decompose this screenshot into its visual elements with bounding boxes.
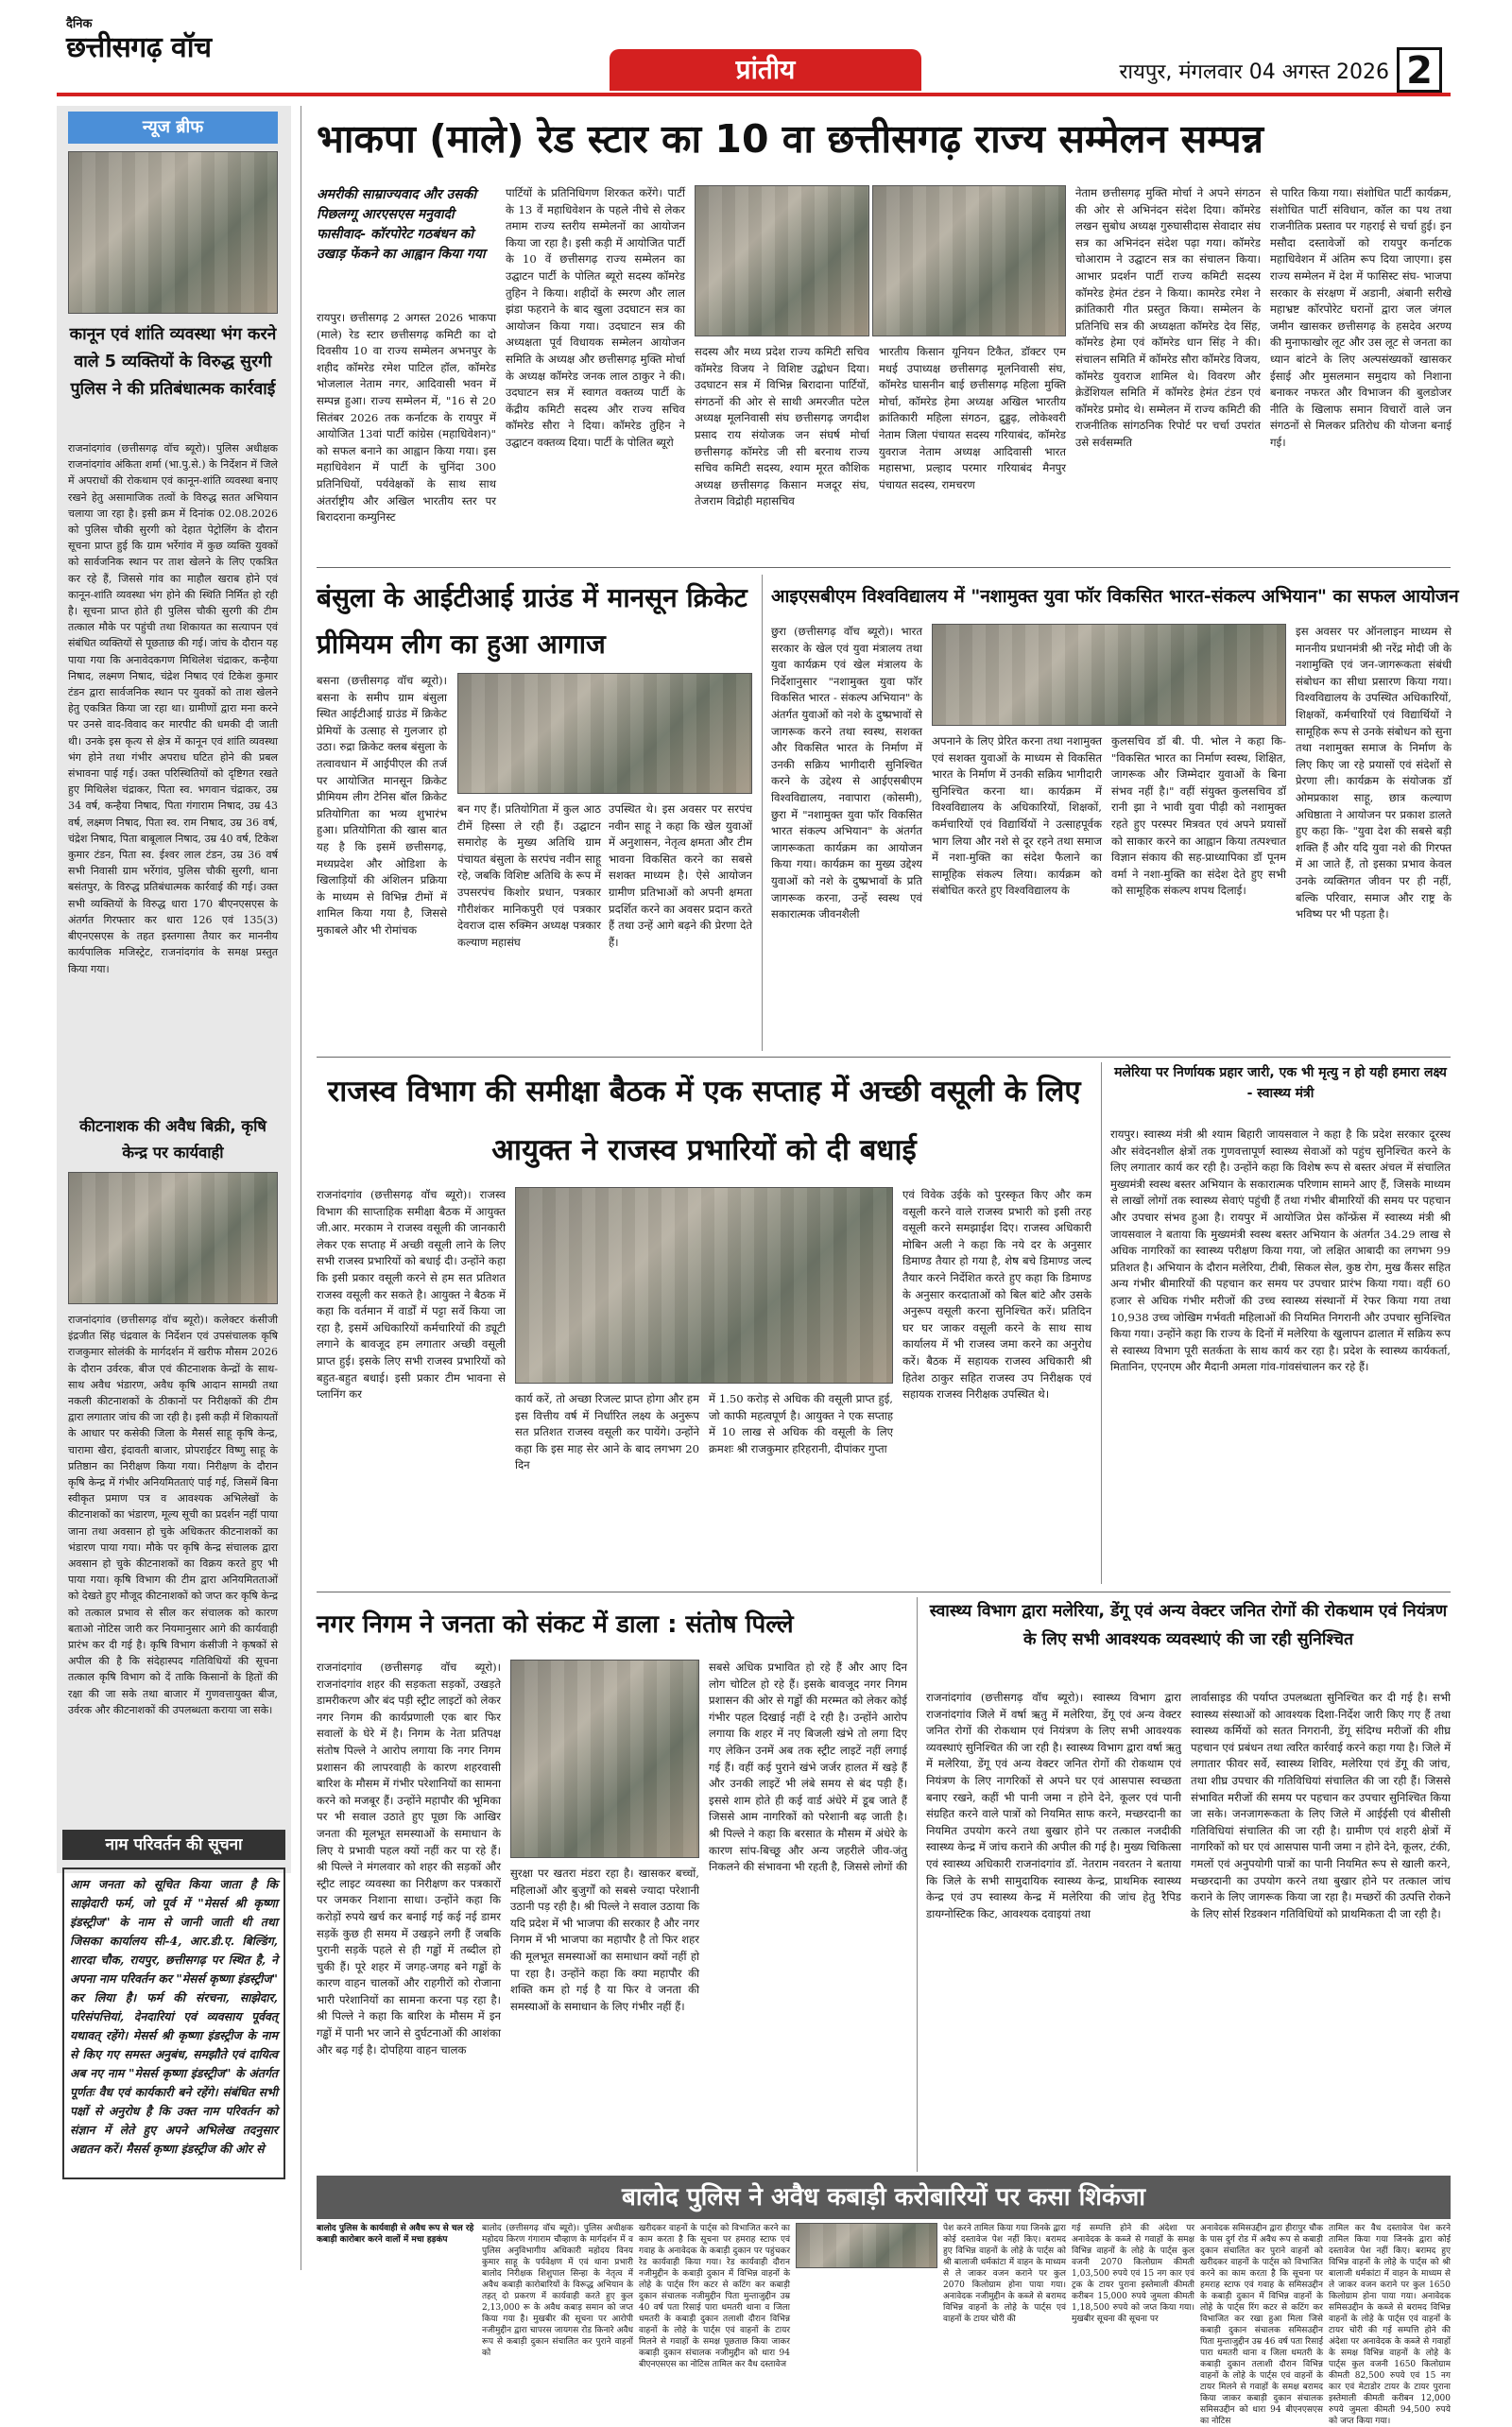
balod-photo xyxy=(796,2223,937,2268)
revenue-col3: में 1.50 करोड़ से अधिक की वसूली प्राप्त हुई, जो काफी महत्वपूर्ण है। आयुक्त ने एक सप्ताह में 10 लाख से अधिक की वसूली के लिए क्रमशः श्री राजकुमार हरिहरानी, दीपांकर गुप्ता xyxy=(709,1392,893,1455)
masthead-logo xyxy=(66,17,312,81)
notice-title: नाम परिवर्तन की सूचना xyxy=(62,1830,285,1860)
nigam-headline: नगर निगम ने जनता को संकट में डाला : संतोष पिल्ले xyxy=(317,1610,794,1639)
rule-1 xyxy=(317,567,1451,568)
lead-col3: सदस्य और मध्य प्रदेश राज्य कमिटी सचिव कॉमरेड विजय ने विशिष्ट उद्बोधन दिया। उदघाटन सत्र में विभिन्न बिरादाना पार्टियों, संगठनों की ओर से साथी अमरजीत पटेल अध्यक्ष मूलनिवासी संघ छत्तीसगढ़ जगदीश प्रसाद राय संयोजक जन संघर्ष मोर्चा छत्तीसगढ़ कॉमरेड जी सी बरनाथ राज्य सचिव कमिटी सदस्य, श्याम मूरत कौशिक अध्यक्ष छत्तीसगढ़ किसान मजदूर संघ, तेजराम विद्रोही महासचिव xyxy=(695,345,869,508)
lead-subhead: अमरीकी साम्राज्यवाद और उसकी पिछलग्गू आरएसएस मनुवादी फासीवाद- कॉरपोरेट गठबंधन को उखाड़ फेंकने का आह्वान किया गया xyxy=(317,187,486,262)
lead-col6: से पारित किया गया। संशोधित पार्टी कार्यक्रम, संशोधित पार्टी संविधान, कॉल का पथ तथा राजनीतिक प्रस्ताव पर गहराई से चर्चा हुई। इन मसौदा दस्तावेजों को रायपुर कर्नाटक महाधिवेशन में अंतिम रूप दिया जाएगा। इस राज्य सम्मेलन में देश में फासिस्ट संघ- भाजपा सरकार के संरक्षण में अडानी, अंबानी सरीखे महाभ्रष्ट कॉरपोरेट घरानों द्वारा जल जंगल जमीन खासकर छत्तीसगढ़ के हसदेव अरण्य की मुनाफाखोर लूट और उस लूट से जनता का ध्यान बांटने के लिए अल्पसंख्यकों खासकर ईसाई और मुसलमान समुदाय को निशाना बनाकर नफरत और विभाजन की बुलडोजर नीति के खिलाफ समान विचारों वाले जन संगठनों से मिलकर प्रतिरोध की योजना बनाई गई। xyxy=(1270,186,1452,449)
sidebar-photo-1 xyxy=(68,151,278,314)
nigam-col2: सुरक्षा पर खतरा मंडरा रहा है। खासकर बच्चों, महिलाओं और बुजुर्गों को सबसे ज्यादा परेशानी उठानी पड़ रही है। श्री पिल्ले ने सवाल उठाया कि यदि प्रदेश में भी भाजपा की सरकार है और नगर निगम में भी भाजपा का महापौर है तो फिर शहर की मूलभूत समस्याओं का समाधान क्यों नहीं हो पा रहा है। उन्होंने कहा कि क्या महापौर की शक्ति कम हो गई है या फिर वे जनता की समस्याओं के समाधान के लिए गंभीर नहीं हैं। xyxy=(510,1867,699,2013)
lead-col1: रायपुर। छत्तीसगढ़ 2 अगस्त 2026 भाकपा (माले) रेड स्टार छत्तीसगढ़ कमिटी का दो दिवसीय 10 वा राज्य सम्मेलन अभनपुर के शहीद कॉमरेड रमेश पाटिल हॉल, कॉमरेड भोजलाल नेताम नगर, आदिवासी भवन में सम्पन्न हुआ। राज्य सम्मेलन में, "16 से 20 सितंबर 2026 तक कर्नाटक के रायपुर में आयोजित 13वां पार्टी कांग्रेस (महाधिवेशन)" को सफल बनाने का आह्वान किया गया। इस महाधिवेशन में पार्टी के चुनिंदा 300 प्रतिनिधियों, पर्यवेक्षकों के साथ साथ अंतर्राष्ट्रीय और अखिल भारतीय स्तर पर बिरादराना कम्युनिस्ट xyxy=(317,311,496,525)
revenue-col2: कार्य करें, तो अच्छा रिजल्ट प्राप्त होगा और हम इस वित्तीय वर्ष में निर्धारित लक्ष्य के अनुरूप सत प्रतिशत राजस्व वसूली कर पायेंगे। उन्होंने कहा कि इस माह सेर आने के बाद लगभग 20 दिन xyxy=(515,1392,699,1472)
rule-2 xyxy=(317,1057,1451,1058)
nigam-photo xyxy=(510,1660,699,1858)
lead-col4: भारतीय किसान यूनियन टिकैत, डॉक्टर एम मधई उपाध्यक्ष छत्तीसगढ़ मूलनिवासी संघ, कॉमरेड घासनीन बाई छत्तीसगढ़ महिला मुक्ति मोर्चा, कॉमरेड हेमा अध्यक्ष अखिल भारतीय क्रांतिकारी महिला संगठन, द्रुड्डढ़, लोकेश्वरी नेताम जिला पंचायत सदस्य गरियाबंद, कॉमरेड युवराज नेताम अध्यक्ष आदिवासी भारत महासभा, प्रल्हाद परमार गरियाबंद मैनपुर पंचायत सदस्य, रामचरण xyxy=(879,345,1066,491)
nasha-col3: कुलसचिव डॉ बी. पी. भोल ने कहा कि- "विकसित भारत का निर्माण स्वस्थ, शिक्षित, जागरूक और जिम्मेदार युवाओं के बिना संभव नहीं है।" वहीं संयुक्त कुलसचिव डॉ रानी झा ने भावी युवा पीढ़ी को नशामुक्त रहते हुए परस्पर मित्रवत एवं अपने प्रयासों को साकार करने का आह्वान किया तत्पश्चात विज्ञान संकाय की सह-प्राध्यापिका डॉ पूनम वर्मा ने नशा-मुक्ति का संदेश देते हुए सभी को सामूहिक संकल्प शपथ दिलाई। xyxy=(1111,734,1286,898)
dateline: रायपुर, मंगलवार 04 अगस्त 2026 xyxy=(1119,60,1389,84)
balod-col4: गई सम्पत्ति होने की अंदेशा पर अनावेदक के कब्जे से गवाहों के समक्ष विभिन्न वाहनों के लोहे के पार्ट्स कुल वजनी 2070 किलोग्राम कीमती 1,03,500 रुपये एवं 15 नग कार एवं ट्रक के टायर पुराना इस्तेमाली कीमती करीबन 15,000 रुपये जुमला कीमती 1,18,500 रुपये को जप्त किया गया। मुखबीर सूचना की सूचना पर xyxy=(1072,2224,1194,2324)
sidebar-story2-headline: कीटनाशक की अवैध बिक्री, कृषि केन्द्र पर कार्यवाही xyxy=(79,1117,266,1162)
revenue-col1: राजनांदगांव (छत्तीसगढ़ वॉच ब्यूरो)। राजस्व विभाग की साप्ताहिक समीक्षा बैठक में आयुक्त जी.आर. मरकाम ने राजस्व वसूली की जानकारी लेकर एक सप्ताह में अच्छी वसूली लाने के लिए सभी राजस्व प्रभारियों को बधाई दी। उन्होंने कहा कि इसी प्रकार वसूली करने से हम सत प्रतिशत राजस्व वसूली कर सकते है। आयुक्त ने बैठक में कहा कि वर्तमान में वार्डों में पट्टा सर्वे किया जा रहा है, इसमें अधिकारियों कर्मचारियों की ड्यूटी लगाने के बावजूद हम लगातार अच्छी वसूली प्राप्त हुई। इसके लिए सभी राजस्व प्रभारियों को बहुत-बहुत बधाई। इसी प्रकार टीम भावना से प्लानिंग कर xyxy=(317,1188,506,1402)
cricket-photo xyxy=(457,673,752,794)
notice-body: आम जनता को सूचित किया जाता है कि साझेदारी फर्म, जो पूर्व में "मेसर्स श्री कृष्णा इंडस्ट्रीज" के नाम से जानी जाती थी तथा जिसका कार्यालय सी-4, आर.डी.ए. बिल्डिंग, शारदा चौक, रायपुर, छत्तीसगढ़ पर स्थित है, ने अपना नाम परिवर्तन कर "मेसर्स कृष्णा इंडस्ट्रीज" कर लिया है। फर्म की संरचना, साझेदार, परिसंपत्तियां, देनदारियां एवं व्यवसाय पूर्ववत् यथावत् रहेंगे। मेसर्स श्री कृष्णा इंडस्ट्रीज के नाम से किए गए समस्त अनुबंध, समझौते एवं दायित्व अब नए नाम "मेसर्स कृष्णा इंडस्ट्रीज" के अंतर्गत पूर्णतः वैध एवं कार्यकारी बने रहेंगे। संबंधित सभी पक्षों से अनुरोध है कि उक्त नाम परिवर्तन को संज्ञान में लेते हुए अपने अभिलेख तदनुसार अद्यतन करें। मैसर्स कृष्णा इंडस्ट्रीज की ओर से xyxy=(62,1868,285,2179)
nigam-col3: सबसे अधिक प्रभावित हो रहे हैं और आए दिन लोग चोटिल हो रहे हैं। इसके बावजूद नगर निगम प्रशासन की ओर से गड्ढों की मरम्मत को लेकर कोई गंभीर पहल दिखाई नहीं दे रही है। उन्होंने आरोप लगाया कि शहर में नए बिजली खंभे तो लगा दिए गए लेकिन उनमें अब तक स्ट्रीट लाइटें नहीं लगाई गई हैं। वहीं कई पुराने खंभे जर्जर हालत में खड़े हैं और उनकी लाइटें भी लंबे समय से बंद पड़ी हैं। इससे शाम होते ही कई वार्ड अंधेरे में डूब जाते हैं जिससे आम नागरिकों को परेशानी बढ़ जाती है। श्री पिल्ले ने कहा कि बरसात के मौसम में अंधेरे के कारण सांप-बिच्छू और अन्य जहरीले जीव-जंतु निकलने की संभावना भी रहती है, जिससे लोगों की xyxy=(709,1661,907,1874)
balod-col3: पेश करने तामिल किया गया जिनके द्वारा कोई दस्तावेज पेश नहीं किए। बरामद हुए विभिन्न वाहनों के लोहे के पार्ट्स को श्री बालाजी धर्मकांटा में वाहन के माध्यम से ले जाकर वजन कराने पर कुल 2070 किलोग्राम होना पाया गया। अनावेदक नजीमुद्दीन के कब्जे से बरामद विभिन्न वाहनों के लोहे के पार्ट्स एवं वाहनों के टायर चोरी की xyxy=(943,2224,1066,2324)
nasha-photo xyxy=(932,624,1286,726)
lead-col2: पार्टियों के प्रतिनिधिगण शिरकत करेंगे। पार्टी के 13 वें महाधिवेशन के पहले नीचे से लेकर तमाम राज्य स्तरीय सम्मेलनों का आयोजन किया जा रहा है। इसी कड़ी में आयोजित पार्टी के 10 वें छत्तीसगढ़ राज्य सम्मेलन का उद्घाटन पार्टी के पोलित ब्यूरो सदस्य कॉमरेड तुहिन ने किया। शहीदों के स्मरण और लाल झंडा फहराने के बाद खुला उदघाटन सत्र का आयोजन किया गया। उदघाटन सत्र की अध्यक्षता पूर्व विधायक सम्मेलन आयोजन समिति के अध्यक्ष और छत्तीसगढ़ मुक्ति मोर्चा के अध्यक्ष कॉमरेड जनक लाल ठाकुर ने की। उदघाटन सत्र में स्वागत वक्तव्य पार्टी के केंद्रीय कमिटी सदस्य और राज्य सचिव कॉमरेड सौरा ने दिया। कॉमरेड तुहिन ने उद्घाटन वक्तव्य दिया। पार्टी के पोलित ब्यूरो xyxy=(506,186,685,449)
sidebar-story2-body: राजनांदगांव (छत्तीसगढ़ वॉच ब्यूरो)। कलेक्टर कंसीजी इंद्रजीत सिंह चंद्रवाल के निर्देशन एवं उपसंचालक कृषि राजकुमार सोलंकी के मार्गदर्शन में खरीफ मौसम 2026 के दौरान उर्वरक, बीज एवं कीटनाशक केन्द्रों के साथ-साथ अवैध भंडारण, अवैध कृषि आदान सामग्री तथा नकली कीटनाशकों के ठीकानों पर निरीक्षकों की टीम द्वारा लगातार जांच की जा रही है। इसी कड़ी में शिकायतों के आधार पर कसेकी जिला के मैसर्स साहू कृषि केन्द्र, चारामा खैरा, इंदावती बाजार, प्रोपराईटर विष्णु साहू के प्रतिष्ठान का निरीक्षण किया गया। निरीक्षण के दौरान कृषि केन्द्र में गंभीर अनियमितताएं पाई गई, जिसमें बिना स्वीकृत प्रमाण पत्र व आवश्यक अभिलेखों के कीटनाशकों का भंडारण, मूल्य सूची का प्रदर्शन नहीं पाया जाना तथा अवसान हो चुके अधिकतर कीटनाशकों का भंडारण पाया गया। मौके पर कृषि केन्द्र संचालक द्वारा अवसान हो चुके कीटनाशकों का विक्रय करते हुए भी पाया गया। कृषि विभाग की टीम द्वारा अनियमितताओं को देखते हुए मौजूद कीटनाशकों को जप्त कर कृषि केन्द्र को तत्काल प्रभाव से सील कर संचालक को कारण बताओ नोटिस जारी कर नियमानुसार आगे की कार्यवाही प्रारंभ कर दी गई है। कृषि विभाग कंसीजी ने कृषकों से अपील की है कि संदेहास्पद गतिविधियों की सूचना तत्काल कृषि विभाग को दें ताकि किसानों के हितों की रक्षा की जा सके तथा बाजार में गुणवत्तायुक्त बीज, उर्वरक और कीटनाशकों की उपलब्धता कराया जा सके। xyxy=(68,1314,278,1716)
sidebar-story1-headline: कानून एवं शांति व्यवस्था भंग करने वाले 5 व्यक्तियों के विरुद्ध सुरगी पुलिस ने की प्रतिबंधात्मक कार्रवाई xyxy=(69,325,277,399)
cricket-headline: बंसुला के आईटीआई ग्राउंड में मानसून क्रिकेट प्रीमियम लीग का हुआ आगाज xyxy=(317,582,747,660)
lead-col5: नेताम छत्तीसगढ़ मुक्ति मोर्चा ने अपने संगठन की ओर से अभिनंदन संदेश दिया। कॉमरेड लखन सुबोध अध्यक्ष गुरुघासीदास सेवादार संघ सत्र का अभिनंदन संदेश पढ़ा गया। कॉमरेड चोआराम ने उद्घाटन सत्र का संचालन किया। आभार प्रदर्शन पार्टी राज्य कमिटी सदस्य कॉमरेड हेमंत टंडन ने किया। कामरेड रमेश ने क्रांतिकारी गीत प्रस्तुत किया। सम्मेलन के प्रतिनिधि सत्र की अध्यक्षता कॉमरेड देव सिंह, कॉमरेड हेमा एवं कॉमरेड धान सिंह ने की। संचालन समिति में कॉमरेड सौरा कॉमरेड विजय, कॉमरेड युवराज शामिल थे। विवरण और क्रेडेंशियल समिति में कॉमरेड हेमंत टंडन एवं कॉमरेड प्रमोद थे। सम्मेलन में राज्य कमिटी की राजनीतिक सांगठनिक रिपोर्ट पर चर्चा उपरांत उसे सर्वसम्मति xyxy=(1075,186,1261,449)
logo-main-text: छत्तीसगढ़ वॉच xyxy=(66,31,212,64)
balod-subhead: बालोद पुलिस के कार्यवाही से अवैध रूप से चल रहे कबाड़ी कारोबार करने वालों में मचा हड़कंप xyxy=(317,2224,474,2245)
malaria-brief-headline: मलेरिया पर निर्णायक प्रहार जारी, एक भी मृत्यु न हो यही हमारा लक्ष्य - स्वास्थ्य मंत्री xyxy=(1114,1065,1447,1101)
section-label: प्रांतीय xyxy=(735,54,796,85)
cricket-col1: बसना (छत्तीसगढ़ वॉच ब्यूरो)। बसना के समीप ग्राम बंसुला स्थित आईटीआई ग्राउंड में क्रिकेट प्रेमियों के उत्साह से गुलजार हो उठा। रुद्रा क्रिकेट क्लब बंसुला के तत्वावधान में आईपीएल की तर्ज पर आयोजित मानसून क्रिकेट प्रीमियम लीग टेनिस बॉल क्रिकेट प्रतियोगिता का भव्य शुभारंभ हुआ। प्रतियोगिता की खास बात यह है कि इसमें छत्तीसगढ़, मध्यप्रदेश और ओडिशा के खिलाड़ियों की अंशिलन प्रक्रिया के माध्यम से विभिन्न टीमों में शामिल किया गया है, जिससे मुकाबले और भी रोमांचक xyxy=(317,674,447,937)
sidebar-photo-2 xyxy=(68,1172,278,1304)
balod-col5: अनावेदक समिसउद्दीन द्वारा हीरापुर चौक के पास दुर्ग रोड में अवैध रूप से कबाड़ी दुकान संचालित कर पुराने वाहनों को खरीदकर वाहनों के पार्ट्स को विभाजित करने का काम करता है कि सूचना पर हमराह स्टाफ एवं गवाह के समिसउद्दीन के कबाड़ी दुकान में विभिन्न वाहनों के लोहे के पार्ट्स रिंग कटर से कटिंग कर विभाजित कर रखा हुआ मिला जिसे कबाड़ी दुकान संचालक समिसउद्दीन पिता मुन्ताजुद्दीन उम्र 46 वर्ष पता रिसाई पारा धमतरी थाना व जिला धमतरी के कबाड़ी दुकान तलाशी दौरान विभिन्न वाहनों के लोहे के पार्ट्स एवं वाहनों के टायर मिलने से गवाहों के समक्ष बरामद किया जाकर कबाड़ी दुकान संचालक समिसउद्दीन को धारा 94 बीएनएसएस का नोटिस xyxy=(1200,2224,1323,2426)
lead-headline: भाकपा (माले) रेड स्टार का 10 वा छत्तीसगढ़ राज्य सम्मेलन सम्पन्न xyxy=(317,116,1263,162)
logo-small-text: दैनिक xyxy=(66,17,93,31)
cricket-col3: उपस्थित थे। इस अवसर पर सरपंच नवीन साहू ने कहा कि खेल युवाओं में अनुशासन, नेतृत्व क्षमता और टीम भावना विकसित करने का सबसे सशक्त माध्यम है। ऐसे आयोजन ग्रामीण प्रतिभाओं को अपनी क्षमता प्रदर्शित करने का अवसर प्रदान करते हैं तथा उन्हें आगे बढ़ने की प्रेरणा देते हैं। xyxy=(609,802,752,949)
lead-photo-2 xyxy=(872,185,1066,336)
nasha-headline: आइएसबीएम विश्वविद्यालय में "नशामुक्त युवा फॉर विकसित भारत-संकल्प अभियान" का सफल आयोजन xyxy=(771,586,1459,607)
balod-col1: बालोद (छत्तीसगढ़ वॉच ब्यूरो)। पुलिस अधीक्षक महोदय किरण गंगाराम चौव्हाण के मार्गदर्शन में व पुलिस अनुविभागीय अधिकारी महोदय विनय कुमार साहू के पर्यवेक्षण में एवं थाना प्रभारी बालोद निरीक्षक शिशुपाल सिन्हा के नेतृत्व में अवैध कबाड़ी कारोबारियों के विरूद्ध अभियान के तहत् दो प्रकरण में कार्यवाही करते हुए कुल 2,13,000 रू के अवैध कबाड़ समान को जप्त किया गया है। मुखबीर की सूचना पर आरोपी नजीमुद्दीन द्वारा चापरस जायगस रोड किनारे अवैध रूप से कबाड़ी दुकान संचालित कर पुराने वाहनों को xyxy=(482,2224,633,2358)
malaria-brief-body: रायपुर। स्वास्थ्य मंत्री श्री श्याम बिहारी जायसवाल ने कहा है कि प्रदेश सरकार दूरस्थ और संवेदनशील क्षेत्रों तक गुणवत्तापूर्ण स्वास्थ्य सेवाओं को पहुंच सुनिश्चित करने के लिए लगातार कार्य कर रही है। उन्होंने कहा कि विशेष रूप से बस्तर अंचल में संचालित मुख्यमंत्री स्वस्थ बस्तर अभियान के सकारात्मक परिणाम सामने आए हैं, जिसके माध्यम से लाखों लोगों तक स्वास्थ्य सेवाएं पहुंची हैं तथा गंभीर बीमारियों की समय पर पहचान और उपचार संभव हुआ है। रायपुर में आयोजित प्रेस कॉन्फ्रेंस में स्वास्थ्य मंत्री श्री जायसवाल ने बताया कि मुख्यमंत्री स्वस्थ बस्तर अभियान के अंतर्गत 34.29 लाख से अधिक नागरिकों का स्वास्थ्य परीक्षण किया गया, जो लक्षित आबादी का लगभग 99 प्रतिशत है। अभियान के दौरान मलेरिया, टीबी, सिकल सेल, कुष्ठ रोग, मुख कैंसर सहित अन्य गंभीर बीमारियों की पहचान कर समय पर उपचार प्रारंभ किया गया। वहीं 60 हजार से अधिक गंभीर मरीजों की उच्च स्वास्थ्य संस्थानों में रेफर किया गया तथा 10,938 उच्च जोखिम गर्भवती महिलाओं की नियमित निगरानी और उपचार सुनिश्चित किया गया। उन्होंने कहा कि राज्य के दिनों में मलेरिया के खुलापन ढालात में सक्रिय रूप से स्वास्थ्य विभाग पूरी सतर्कता के साथ कार्य कर रहा है। प्रदेश के स्वास्थ्य कार्यकर्ता, मितानिन, एएनएम और मैदानी अमला गांव-गांवसंचालन कर रहे हैं। xyxy=(1110,1127,1451,1374)
balod-col2: खरीदकर वाहनों के पार्ट्स को विभाजित करने का काम करता है कि सूचना पर हमराह स्टाफ एवं गवाह के अनावेदक के कबाड़ी दुकान पर पहुंचकर रेड कार्यवाही किया गया। रेड कार्यवाही दौरान नजीमुद्दीन के कबाड़ी दुकान में विभिन्न वाहनों के लोहे के पार्ट्स रिंग कटर से कटिंग कर कबाड़ी दुकान संचालक नजीमुद्दीन पिता मुन्ताजुद्दीन उम्र 40 वर्ष पता रिसाई पारा धमतरी थाना व जिला धमतरी के कबाड़ी दुकान तलाशी दौरान विभिन्न वाहनों के लोहे के पार्ट्स एवं वाहनों के टायर मिलने से गवाहों के समक्ष पूछताछ किया जाकर कबाड़ी दुकान संचालक नजीमुद्दीन को धारा 94 बीएनएसएस का नोटिस तामिल कर वैध दस्तावेज xyxy=(639,2224,790,2369)
health-col2: लार्वासाइड की पर्याप्त उपलब्धता सुनिश्चित कर दी गई है। सभी स्वास्थ्य संस्थाओं को आवश्यक दिशा-निर्देश जारी किए गए हैं तथा स्वास्थ्य कर्मियों को सतत निगरानी, डेंगू संदिग्ध मरीजों की शीघ्र पहचान एवं प्रबंधन तथा त्वरित कार्रवाई करने कहा गया है। जिले में लगातार फीवर सर्वे, स्वास्थ्य शिविर, मलेरिया एवं डेंगू की जांच, तथा शीघ्र उपचार की गतिविधियां संचालित की जा रही हैं। जिससे संभावित मरीजों की समय पर पहचान कर उपचार सुनिश्चित किया जा सके। जनजागरूकता के लिए जिले में आईईसी एवं बीसीसी गतिविधियां संचालित की जा रही है। ग्रामीण एवं शहरी क्षेत्रों में नागरिकों को घर एवं आसपास पानी जमा न होने देने, कूलर, टंकी, गमलों एवं अनुपयोगी पात्रों का पानी नियमित रूप से खाली करने, मच्छरदानी का उपयोग करने तथा बुखार होने पर तत्काल जांच कराने के लिए जागरूक किया जा रहा है। मच्छरों की उत्पत्ति रोकने के लिए सोर्स रिडक्शन गतिविधियों को प्राथमिकता दी जा रही है। xyxy=(1191,1691,1451,1920)
revenue-photo xyxy=(515,1187,893,1384)
divider-nigam xyxy=(917,1597,918,2172)
divider-cricket xyxy=(762,575,763,1051)
balod-col6: तामिल कर वैध दस्तावेज पेश करने तामिल किया गया जिनके द्वारा कोई दस्तावेज पेश नहीं किए। बरामद हुए विभिन्न वाहनों के लोहे के पार्ट्स को श्री बालाजी धर्मकांटा में वाहन के माध्यम से ले जाकर वजन कराने पर कुल 1650 किलोग्राम होना पाया गया। अनावेदक समिसउद्दीन के कब्जे से बरामद विभिन्न वाहनों के लोहे के पार्ट्स एवं वाहनों के टायर चोरी की गई सम्पत्ति होने की अंदेशा पर अनावेदक के कब्जे से गवाहों के समक्ष विभिन्न वाहनों के लोहे के पार्ट्स कुल वजनी 1650 किलोग्राम कीमती 82,500 रुपये एवं 15 नग कार एवं मेटाडोर टायर के टायर पुराना इस्तेमाली कीमती करीबन 12,000 रुपये जुमला कीमती 94,500 रुपये को जप्त किया गया। xyxy=(1329,2224,1451,2426)
news-brief-tag: न्यूज ब्रीफ xyxy=(68,112,278,144)
revenue-col4: एवं विवेक उईके को पुरस्कृत किए और कम वसूली करने वाले राजस्व प्रभारी को इसी तरह वसूली करने समझाईश दिए। राजस्व अधिकारी मोबिन अली ने कहा कि नये दर के अनुसार डिमाण्ड तैयार हो गया है, शेष बचे डिमाण्ड जल्द तैयार करने निर्देशित करते हुए कहा कि डिमाण्ड के अनुसार करदाताओं को बिल बांटे और उसके अनुरूप वसूली करना सुनिश्चित करें। प्रतिदिन घर घर जाकर वसूली करने के साथ साथ कार्यालय में भी राजस्व जमा करने का अनुरोध करें। बैठक में सहायक राजस्व अधिकारी श्री हितेश ठाकुर सहित राजस्व उप निरीक्षक एवं सहायक राजस्व निरीक्षक उपस्थित थे। xyxy=(902,1188,1091,1402)
nasha-col2: अपनाने के लिए प्रेरित करना तथा नशामुक्त एवं सशक्त युवाओं के माध्यम से विकसित भारत के निर्माण में उनकी सक्रिय भागीदारी सुनिश्चित करना था। कार्यक्रम में विश्वविद्यालय के अधिकारियों, शिक्षकों, कर्मचारियों एवं विद्यार्थियों ने उत्साहपूर्वक भाग लिया और नशे से दूर रहने तथा समाज में नशा-मुक्ति का संदेश फैलाने का सामूहिक संकल्प लिया। कार्यक्रम को संबोधित करते हुए विश्वविद्यालय के xyxy=(932,734,1102,898)
nasha-col4: इस अवसर पर ऑनलाइन माध्यम से माननीय प्रधानमंत्री श्री नरेंद्र मोदी जी के नशामुक्ति एवं जन-जागरूकता संबंधी संबोधन का सीधा प्रसारण किया गया। विश्वविद्यालय के उपस्थित अधिकारियों, शिक्षकों, कर्मचारियों एवं विद्यार्थियों ने सामूहिक रूप से उनके संबोधन को सुना तथा नशामुक्त समाज के निर्माण के लिए किए जा रहे प्रयासों एवं संदेशों से प्रेरणा ली। कार्यक्रम के संयोजक डॉ ओमप्रकाश साहू, छात्र कल्याण अधिष्ठाता ने आयोजन पर प्रकाश डालते हुए कहा कि- "युवा देश की सबसे बड़ी शक्ति हैं और यदि युवा नशे की गिरफ्त में आ जाते हैं, तो इसका प्रभाव केवल उनके व्यक्तिगत जीवन पर ही नहीं, बल्कि परिवार, समाज और राष्ट्र के भविष्य पर भी पड़ता है। xyxy=(1296,625,1452,921)
cricket-col2: बन गए हैं। प्रतियोगिता में कुल आठ टीमें हिस्सा ले रही हैं। उद्घाटन समारोह के मुख्य अतिथि ग्राम पंचायत बंसुला के सरपंच नवीन साहू रहे, जबकि विशिष्ट अतिथि के रूप में उपसरपंच किशोर प्रधान, पत्रकार गौरीशंकर मानिकपुरी एवं पत्रकार देवराज दास रुक्मिन अध्यक्ष पत्रकार कल्याण महासंघ xyxy=(457,802,601,949)
health-headline: स्वास्थ्य विभाग द्वारा मलेरिया, डेंगू एवं अन्य वेक्टर जनित रोगों की रोकथाम एवं नियंत्रण के लिए सभी आवश्यक व्यवस्थाएं की जा रही सुनिश्चित xyxy=(929,1602,1448,1649)
lead-photo-1 xyxy=(695,185,869,336)
balod-banner-text: बालोद पुलिस ने अवैध कबाड़ी करोबारियों पर कसा शिकंजा xyxy=(622,2183,1145,2212)
masthead-rule xyxy=(57,93,1451,96)
nasha-col1: छुरा (छत्तीसगढ़ वॉच ब्यूरो)। भारत सरकार के खेल एवं युवा मंत्रालय तथा युवा कार्यक्रम एवं खेल मंत्रालय के निर्देशानुसार "नशामुक्त युवा फॉर विकसित भारत - संकल्प अभियान" के अंतर्गत युवाओं को नशे के दुष्प्रभावों से जागरूक करने तथा स्वस्थ, सशक्त और विकसित भारत के निर्माण में उनकी सक्रिय भागीदारी सुनिश्चित करने के उद्देश्य से आईएसबीएम विश्वविद्यालय, नवापारा (कोसमी), छुरा में "नशामुक्त युवा फॉर विकसित भारत संकल्प अभियान" के अंतर्गत जागरूकता कार्यक्रम का आयोजन किया गया। कार्यक्रम का मुख्य उद्देश्य युवाओं को नशे के दुष्प्रभावों के प्रति जागरूक करना, उन्हें स्वस्थ एवं सकारात्मक जीवनशैली xyxy=(771,625,922,921)
divider-revenue xyxy=(1101,1062,1102,1584)
revenue-headline: राजस्व विभाग की समीक्षा बैठक में एक सप्ताह में अच्छी वसूली के लिए आयुक्त ने राजस्व प्रभारियों को दी बधाई xyxy=(327,1075,1081,1167)
health-col1: राजनांदगांव (छत्तीसगढ़ वॉच ब्यूरो)। स्वास्थ्य विभाग द्वारा राजनांदगांव जिले में वर्षा ऋतु में मलेरिया, डेंगू एवं अन्य वेक्टर जनित रोगों की रोकथाम एवं नियंत्रण के लिए सभी आवश्यक व्यवस्थाएं सुनिश्चित की जा रही है। स्वास्थ्य विभाग द्वारा वर्षा ऋतु में मलेरिया, डेंगू एवं अन्य वेक्टर जनित रोगों की रोकथाम एवं नियंत्रण के लिए नागरिकों से अपने घर एवं आसपास स्वच्छता बनाए रखने, कहीं भी पानी जमा न होने देने, कूलर एवं पानी संग्रहित करने वाले पात्रों को नियमित साफ करने, मच्छरदानी का नियमित उपयोग करने तथा बुखार होने पर तत्काल नजदीकी स्वास्थ्य केन्द्र में जांच कराने की अपील की गई है। मुख्य चिकित्सा एवं स्वास्थ्य अधिकारी राजनांदगांव डॉ. नेतराम नवरतन ने बताया कि जिले के सभी सामुदायिक स्वास्थ्य केन्द्र, प्राथमिक स्वास्थ्य केन्द्र एवं उप स्वास्थ्य केन्द्र में मलेरिया की जांच हेतु रैपिड डायग्नोस्टिक किट, आवश्यक दवाइयां तथा xyxy=(926,1691,1181,1920)
page-number-box: 2 xyxy=(1397,47,1442,93)
sidebar-story1-body: राजनांदगांव (छत्तीसगढ़ वॉच ब्यूरो)। पुलिस अधीक्षक राजनांदगांव अंकिता शर्मा (भा.पु.से.) के निर्देशन में जिले में अपराधों की रोकथाम एवं कानून-शांति व्यवस्था बनाए रखने हेतु असामाजिक तत्वों के विरुद्ध सतत अभियान चलाया जा रहा है। इसी क्रम में दिनांक 02.08.2026 को पुलिस चौकी सुरगी को देहात पेट्रोलिंग के दौरान सूचना प्राप्त हुई कि ग्राम भर्रेगांव में कुछ व्यक्ति युवकों को सार्वजनिक स्थान पर ताश खेलने के लिए एकत्रित कर रहे हैं, जिससे गांव का माहौल खराब होने एवं कानून-शांति व्यवस्था भंग होने की स्थिति निर्मित हो रही है। सूचना प्राप्त होते ही पुलिस चौकी सुरगी की टीम तत्काल मौके पर पहुंची तथा शिकायत का सत्यापन एवं संबंधित व्यक्तियों से पूछताछ की गई। जांच के दौरान यह पाया गया कि अनावेदकगण मिथिलेश चंद्राकर, कन्हैया निषाद, लक्ष्मण निषाद, चंद्रेश निषाद एवं टिकेश कुमार टंडन द्वारा सार्वजनिक स्थान पर युवकों को ताश खेलने हेतु एकत्रित किया जा रहा था। ग्रामीणों द्वारा मना करने पर उनसे वाद-विवाद कर मारपीट की धमकी दी जाती थी। उनके इस कृत्य से क्षेत्र में कानून एवं शांति व्यवस्था भंग होने तथा गंभीर अपराध घटित होने की प्रबल संभावना पाई गई। उक्त परिस्थितियों को दृष्टिगत रखते हुए मिथिलेश चंद्राकर, पिता स्व. भगवान चंद्राकर, उम्र 34 वर्ष, कन्हैया निषाद, पिता गंगाराम निषाद, उम्र 43 वर्ष, लक्ष्मण निषाद, पिता स्व. राम निषाद, उम्र 36 वर्ष, चंद्रेश निषाद, पिता बाबूलाल निषाद, उम्र 40 वर्ष, टिकेश कुमार टंडन, पिता स्व. ईश्वर लाल टंडन, उम्र 36 वर्ष सभी निवासी ग्राम भर्रेगांव, पुलिस चौकी सुरगी, थाना बसंतपुर, के विरुद्ध प्रतिबंधात्मक कार्रवाई की गई। उक्त सभी व्यक्तियों के विरुद्ध धारा 170 बीएनएसएस के अंतर्गत गिरफ्तार कर धारा 126 एवं 135(3) बीएनएसएस के तहत इस्तगासा तैयार कर माननीय कार्यपालिक मजिस्ट्रेट, राजनांदगांव के समक्ष प्रस्तुत किया गया। xyxy=(68,442,278,975)
nigam-col1: राजनांदगांव (छत्तीसगढ़ वॉच ब्यूरो)। राजनांदगांव शहर की सड़कता सड़कों, उखड़ते डामरीकरण और बंद पड़ी स्ट्रीट लाइटों को लेकर नगर निगम की कार्यप्रणाली एक बार फिर सवालों के घेरे में है। निगम के नेता प्रतिपक्ष संतोष पिल्ले ने आरोप लगाया कि नगर निगम प्रशासन की लापरवाही के कारण शहरवासी बारिश के मौसम में गंभीर परेशानियों का सामना करने को मजबूर हैं। उन्होंने महापौर की भूमिका पर भी सवाल उठाते हुए पूछा कि आखिर जनता की मूलभूत समस्याओं के समाधान के लिए ये प्रभावी पहल क्यों नहीं कर पा रहे हैं। श्री पिल्ले ने मंगलवार को शहर की सड़कों और स्ट्रीट लाइट व्यवस्था का निरीक्षण कर पत्रकारों पर जमकर निशाना साधा। उन्होंने कहा कि करोड़ों रुपये खर्च कर बनाई गई कई नई डामर सड़कें कुछ ही समय में उखड़ने लगी हैं जबकि पुरानी सड़कें पहले से ही गड्ढों में तब्दील हो चुकी हैं। पूरे शहर में जगह-जगह बने गड्ढों के कारण वाहन चालकों और राहगीरों को रोजाना भारी परेशानियों का सामना करना पड़ रहा है। श्री पिल्ले ने कहा कि बारिश के मौसम में इन गड्ढों में पानी भर जाने से दुर्घटनाओं की आशंका और बढ़ गई है। दोपहिया वाहन चालक xyxy=(317,1661,501,2057)
